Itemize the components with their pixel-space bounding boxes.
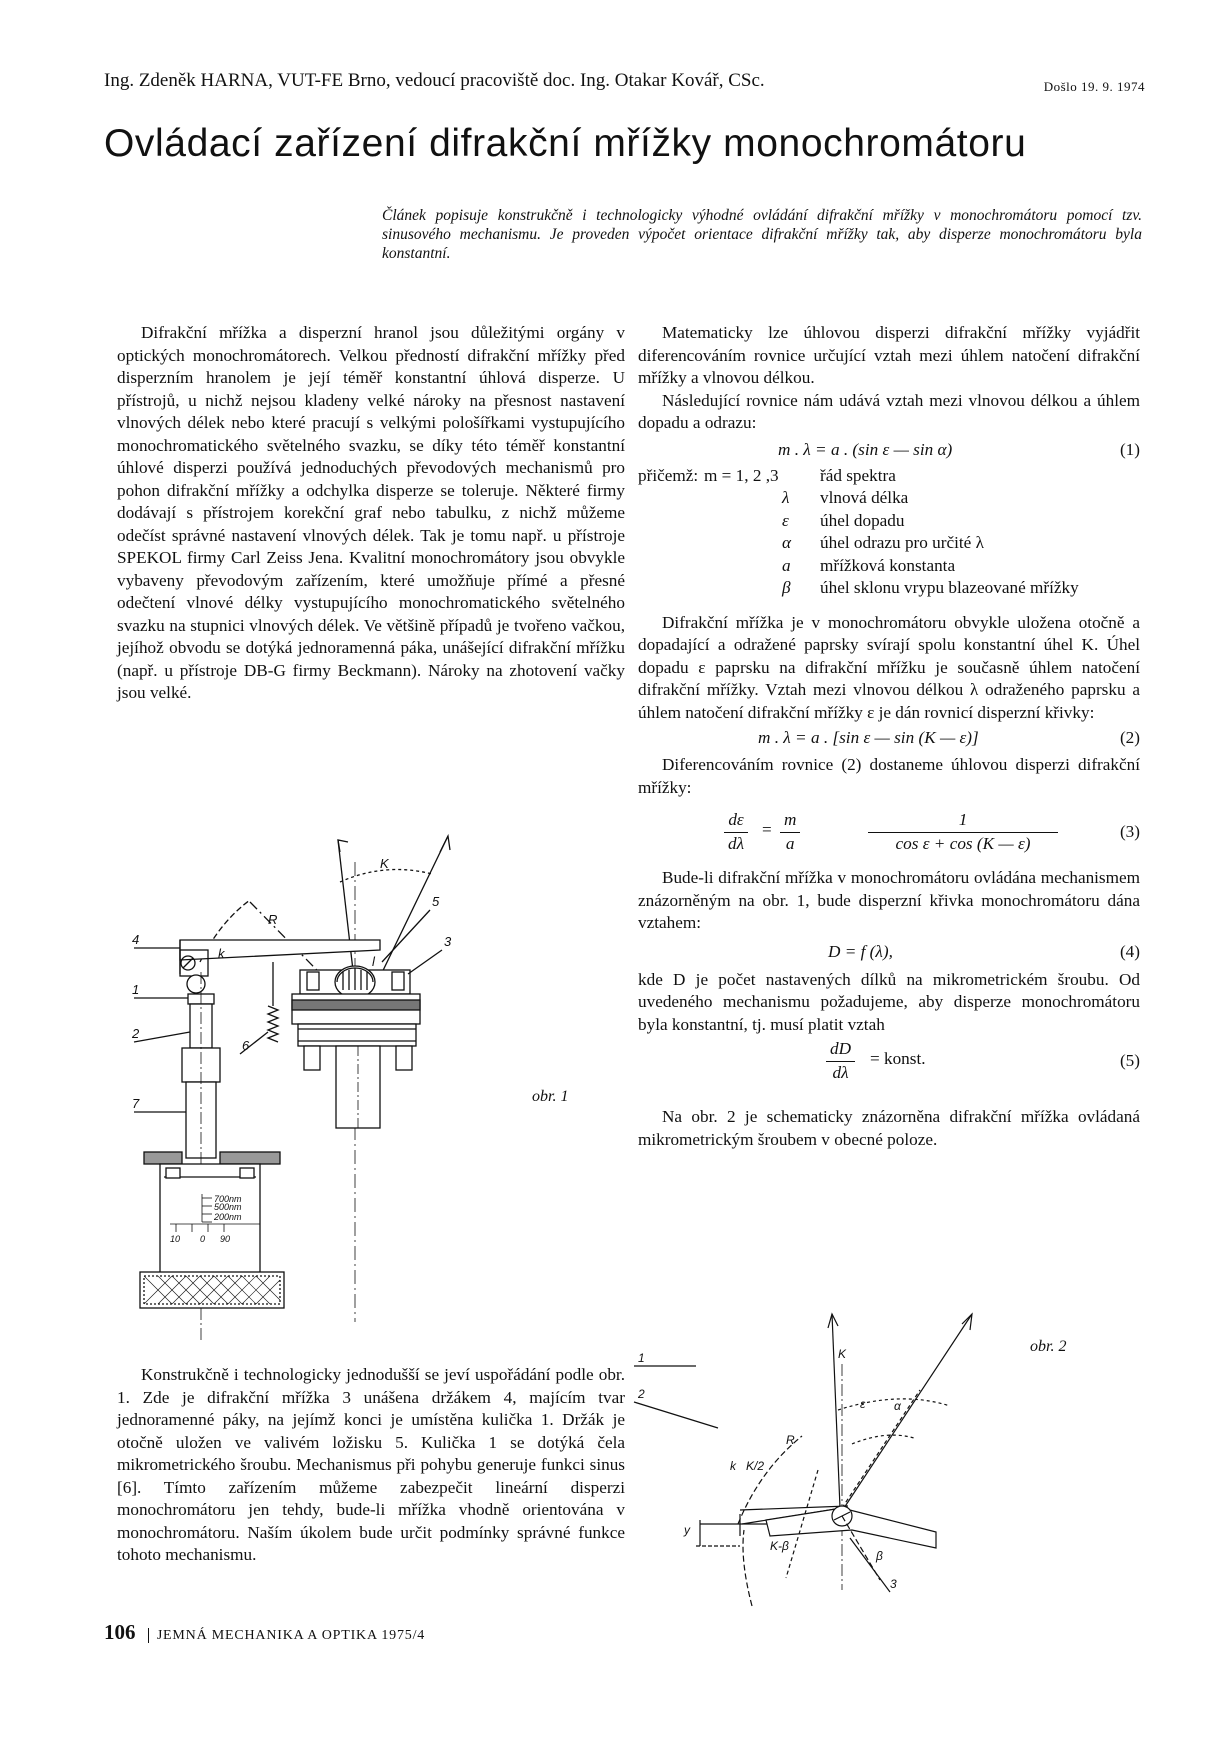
fig1-scale-10: 10 xyxy=(170,1234,181,1244)
symbol-definitions xyxy=(638,465,1079,600)
article-title: Ovládací zařízení difrakční mřížky monochromátoru xyxy=(104,122,1027,165)
fig2-label-R: R xyxy=(786,1433,795,1447)
fig2-label-K: K xyxy=(838,1347,847,1361)
fig2-label-Kbeta: K-β xyxy=(770,1539,789,1553)
fig1-scale-200: 200nm xyxy=(214,1212,242,1222)
equation-5: $\frac{dD}{d\lambda}$ = konst. (5) xyxy=(638,1036,1140,1092)
paragraph: Difrakční mřížka je v monochromátoru obvykle uložena otočně a dopadající a odražené paprsky svírají spolu konstantní úhel K. Úhel dopadu ε paprsku na difrakční mřížku je současně úhlem natočení difrakční mřížky. Vztah mezi vlnovou délkou λ odraženého paprsku a úhlem natočení difrakční mřížky ε je dán rovnicí disperzní křivky: xyxy=(638,612,1140,722)
fig1-scale-90: 90 xyxy=(220,1234,231,1244)
figure-2 xyxy=(638,1310,1030,1600)
definition-row xyxy=(638,532,1079,555)
figure-1-caption: obr. 1 xyxy=(532,1088,569,1105)
fig2-label-k: k xyxy=(730,1459,736,1473)
definition-text: úhel odrazu pro určité λ xyxy=(820,533,984,552)
figure-1 xyxy=(132,822,480,1352)
paragraph: Následující rovnice nám udává vztah mezi vlnovou délkou a úhlem dopadu a odrazu: xyxy=(638,390,1140,432)
fig1-label-6: 6 xyxy=(242,1038,250,1053)
definition-row xyxy=(638,555,1079,578)
fig1-label-2: 2 xyxy=(132,1026,140,1041)
definition-symbol: λ xyxy=(782,488,790,507)
equation-3-number: (3) xyxy=(1119,822,1140,841)
fig2-label-1: 1 xyxy=(638,1351,645,1365)
paragraph: Bude-li difrakční mřížka v monochromátoru ovládána mechanismem znázorněným na obr. 1, bude disperzní křivka monochromátoru dána vztahem: xyxy=(638,868,1140,932)
definition-symbol: α xyxy=(782,533,792,552)
fig1-label-3: 3 xyxy=(444,934,452,949)
definition-row xyxy=(638,465,1079,488)
fig1-label-k: k xyxy=(218,946,225,961)
journal-name: JEMNÁ MECHANIKA A OPTIKA 1975/4 xyxy=(148,1628,425,1643)
definition-text: úhel sklonu vrypu blazeované mřížky xyxy=(820,578,1079,597)
fig2-label-epsilon: ε xyxy=(860,1397,866,1411)
fig1-label-K: K xyxy=(380,856,389,871)
paragraph: Konstrukčně i technologicky jednodušší se jeví uspořádání podle obr. 1. Zde je difrakční mřížka 3 unášena držákem 4, majícím tvar jednoramenné páky, na jejímž konci je umístěna kulička 1. Držák je otočně uložen ve valivém ložisku 5. Kulička 1 se dotýká čela mikrometrického šroubu. Mechanismus při pohybu generuje funkci sinus [6]. Tímto zařízením můžeme zabezpečit lineární disperzi monochromátoru jen tehdy, bude-li mřížka vhodně orientována v monochromátoru. Naším úkolem bude určit podmínky správné funkce tohoto mechanismu. xyxy=(117,1365,625,1564)
definition-symbol: a xyxy=(782,555,791,575)
definition-row xyxy=(638,487,1079,510)
fig2-label-beta: β xyxy=(876,1549,883,1563)
definition-symbol: m = 1, 2 ,3 xyxy=(704,465,779,485)
definition-row xyxy=(638,577,1079,600)
fig2-label-alpha: α xyxy=(894,1399,901,1413)
fig1-label-7: 7 xyxy=(132,1096,140,1111)
paragraph: Diferencováním rovnice (2) dostaneme úhlovou disperzi difrakční mřížky: xyxy=(638,755,1140,797)
definition-symbol: β xyxy=(782,578,791,597)
fig1-label-l: l xyxy=(372,954,375,969)
definition-symbol: ε xyxy=(782,510,789,530)
paragraph: Matematicky lze úhlovou disperzi difrakční mřížky vyjádřit diferencováním rovnice určující vztah mezi úhlem natočení difrakční mřížky a vlnovou délkou. xyxy=(638,323,1140,387)
equation-1: m . λ = a . (sin ε — sin α) xyxy=(778,439,953,459)
definition-row xyxy=(638,510,1079,533)
left-column-continued xyxy=(117,1364,625,1567)
abstract: Článek popisuje konstrukčně i technologicky výhodné ovládání difrakční mřížky v monochromátoru pomocí tzv. sinusového mechanismu. Je proveden výpočet orientace difrakční mřížky tak, aby disperze monochromátoru byla konstantní. xyxy=(382,207,1142,262)
fig2-label-2: 2 xyxy=(638,1387,645,1401)
fig1-label-R: R xyxy=(268,912,278,927)
paragraph: Difrakční mřížka a disperzní hranol jsou důležitými orgány v optických monochromátorech. Velkou předností difrakční mřížky před disperzním hranolem je její téměř konstantní úhlová disperze. U přístrojů, u nichž nejsou kladeny velké nároky na přesnost nastavení vlnových délek nebo které pracují s velkými pološířkami vystupujícího monochromatického světelného svazku, se díky této téměř konstantní úhlové disperzi používá jednoduchých převodových mechanismů pro pohon difrakční mřížky a odchylka disperze se toleruje. Některé firmy dodávají s přístrojem korekční graf nebo tabulku, z nichž můžeme odečíst správné nastavení vlnových délek. Tak je tomu např. u přístroje SPEKOL firmy Carl Zeiss Jena. Kvalitní monochromátory jsou obvykle vybaveny převodovým zařízením, které umožňuje přímé a přesné odečtení vlnové délky vystupujícího monochromatického světelného svazku na stupnici vlnových délek. Ve většině případů je tvořeno vačkou, jejíhož obvodu se dotýká jednoramenná páka, unášející difrakční mřížku (např. u přístroje DB-G firmy Beckmann). Nároky na zhotovení vačky jsou velké. xyxy=(117,323,625,702)
page-footer xyxy=(104,1620,433,1645)
fig1-scale-500: 500nm xyxy=(214,1202,242,1212)
definition-text: mřížková konstanta xyxy=(820,555,956,575)
fig1-label-4: 4 xyxy=(132,932,140,947)
equation-2: m . λ = a . [sin ε — sin (K — ε)] xyxy=(758,728,979,747)
equation-3: $\frac{d\varepsilon}{d\lambda}$ = $\frac{m}{a}$ $\frac{1}{\text{cos ε + cos (K — ε)}}$ (3) xyxy=(638,805,1140,867)
definition-text: úhel dopadu xyxy=(820,510,905,530)
right-column xyxy=(638,322,1140,1151)
author-line: Ing. Zdeněk HARNA, VUT-FE Brno, vedoucí pracoviště doc. Ing. Otakar Kovář, CSc. xyxy=(104,70,765,91)
fig1-scale-0: 0 xyxy=(200,1234,206,1244)
figure-2-caption: obr. 2 xyxy=(1030,1338,1067,1355)
equation-1-number: (1) xyxy=(1119,439,1140,459)
page-number: 106 xyxy=(104,1620,136,1644)
equation-4-number: (4) xyxy=(1119,941,1140,961)
equation-5-number: (5) xyxy=(1119,1051,1140,1070)
left-column-intro xyxy=(117,322,625,705)
equation-4: D = f (λ), xyxy=(828,941,893,961)
definition-text: řád spektra xyxy=(820,465,896,485)
fig1-label-5: 5 xyxy=(432,894,440,909)
equation-2-number: (2) xyxy=(1119,728,1140,747)
definition-text: vlnová délka xyxy=(820,488,909,507)
paragraph: Na obr. 2 je schematicky znázorněna difrakční mřížka ovládaná mikrometrickým šroubem v obecné poloze. xyxy=(638,1107,1140,1149)
where-label: přičemž: xyxy=(638,465,699,485)
fig2-label-y: y xyxy=(684,1523,690,1537)
received-date: Došlo 19. 9. 1974 xyxy=(1043,79,1145,94)
fig1-label-1: 1 xyxy=(132,982,140,997)
fig2-label-3: 3 xyxy=(890,1577,897,1591)
fig2-label-K2: K/2 xyxy=(746,1459,765,1473)
fig1-scale-700: 700nm xyxy=(214,1194,242,1204)
paragraph: kde D je počet nastavených dílků na mikrometrickém šroubu. Od uvedeného mechanismu požadujeme, aby disperze monochromátoru byla konstantní, tj. musí platit vztah xyxy=(638,969,1140,1034)
